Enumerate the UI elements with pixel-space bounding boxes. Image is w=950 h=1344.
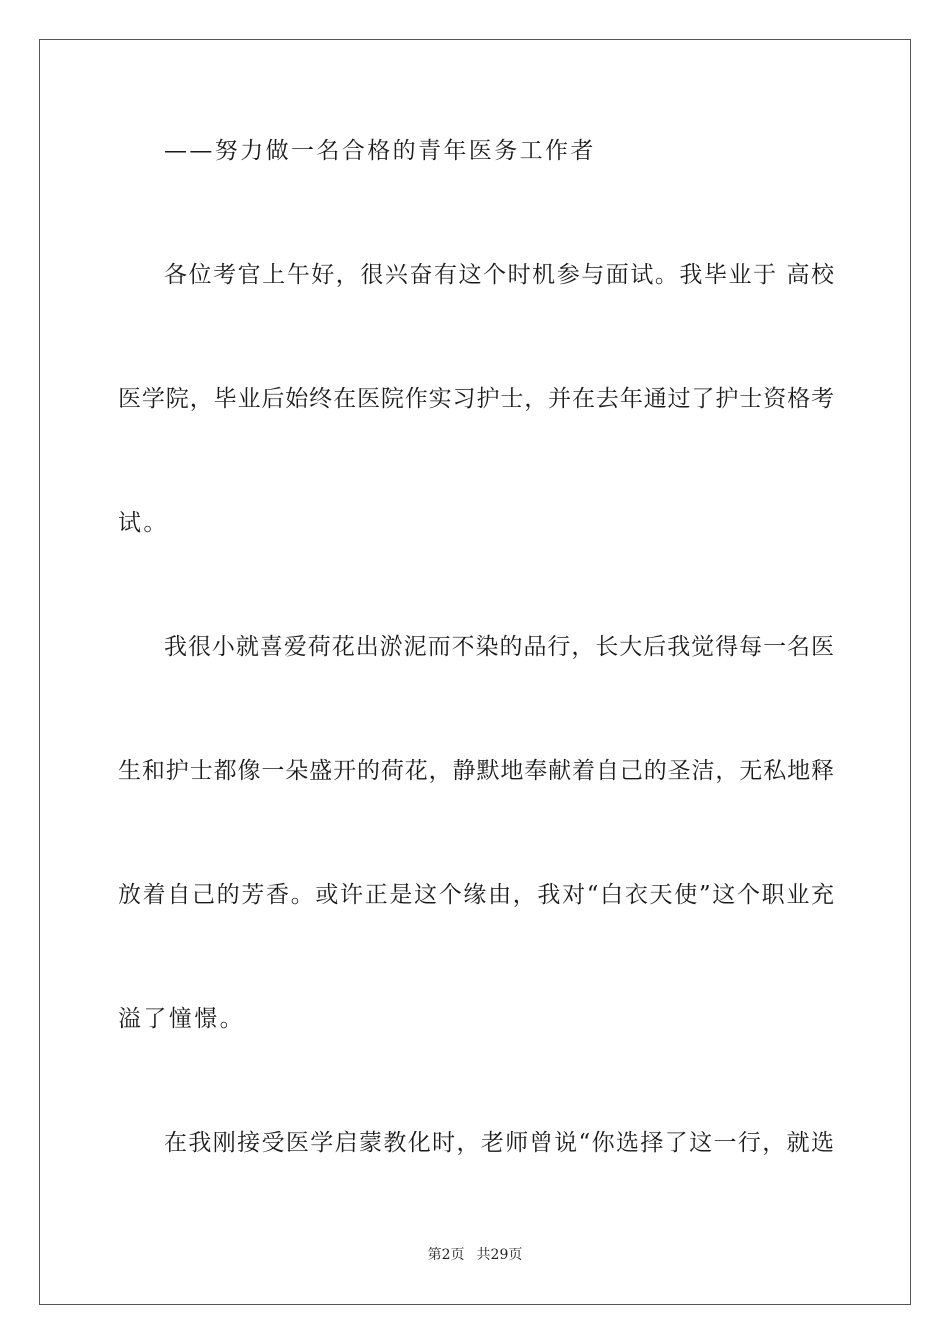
subtitle: ——努力做一名合格的青年医务工作者	[164, 138, 596, 164]
page-number: 2	[441, 1247, 451, 1263]
page-border	[39, 39, 911, 1305]
paragraph-1-line-3: 试。	[118, 510, 169, 536]
total-pages: 29	[490, 1247, 509, 1263]
paragraph-2-line-4: 溢了憧憬。	[118, 1006, 245, 1032]
page-unit: 页	[450, 1247, 465, 1263]
page-footer	[0, 1246, 950, 1264]
paragraph-1-line-2: 医学院，毕业后始终在医院作实习护士，并在去年通过了护士资格考	[118, 386, 834, 412]
paragraph-2-line-1: 我很小就喜爱荷花出淤泥而不染的品行，长大后我觉得每一名医	[164, 634, 834, 660]
paragraph-3-line-1: 在我刚接受医学启蒙教化时，老师曾说“你选择了这一行，就选	[164, 1130, 834, 1156]
paragraph-2-line-2: 生和护士都像一朵盛开的荷花，静默地奉献着自己的圣洁，无私地释	[118, 758, 834, 784]
total-unit: 页	[508, 1247, 523, 1263]
total-label: 共	[476, 1247, 491, 1263]
paragraph-1-line-1: 各位考官上午好，很兴奋有这个时机参与面试。我毕业于 高校	[164, 262, 834, 288]
paragraph-2-line-3: 放着自己的芳香。或许正是这个缘由，我对“白衣天使”这个职业充	[118, 882, 834, 908]
page-label: 第	[427, 1247, 442, 1263]
